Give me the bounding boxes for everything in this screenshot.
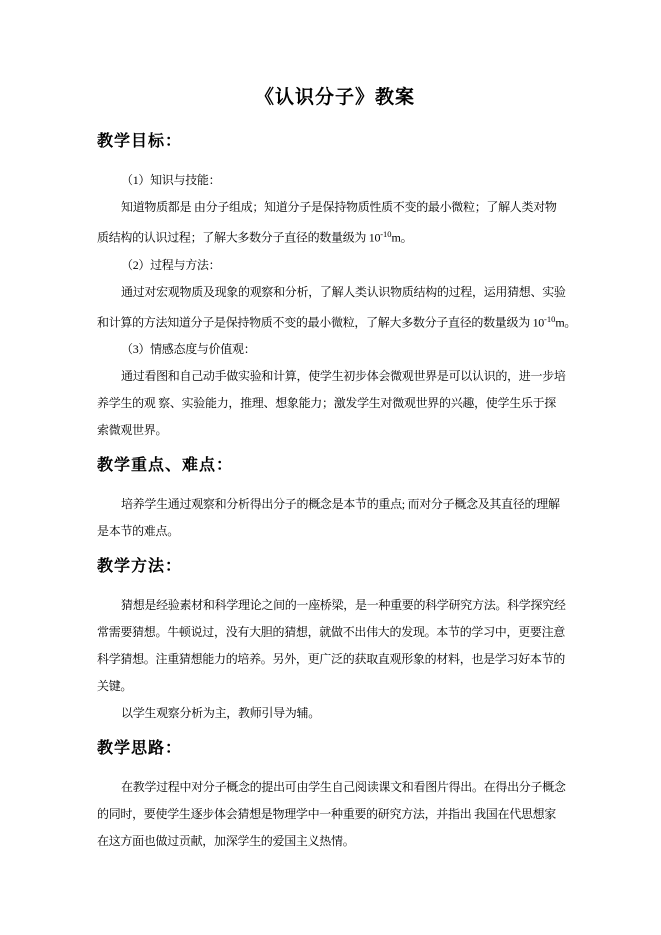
text-line: 知道物质都是 由分子组成；知道分子是保持物质性质不变的最小微粒；了解人类对物: [121, 200, 557, 214]
text-line: 索微观世界。: [97, 423, 168, 437]
text-line: 培养学生通过观察和分析得出分子的概念是本节的重点; 而对分子概念及其直径的理解: [121, 497, 560, 511]
section-heading-teaching-methods: 教学方法：: [97, 558, 183, 575]
text-line: （3）情感态度与价值观：: [121, 342, 256, 356]
text-run: m。: [555, 315, 577, 329]
text-line: 通过对宏观物质及现象的观察和分析，了解人类认识物质结构的过程，运用猜想、实验: [121, 284, 566, 299]
section-key-difficult-points: [97, 455, 573, 545]
section-teaching-methods: [97, 556, 573, 727]
text-line: [97, 306, 577, 337]
text-line: （1）知识与技能：: [121, 173, 221, 187]
section-teaching-goals: [97, 131, 577, 444]
text-line: 以学生观察分析为主，教师引导为辅。: [121, 706, 320, 720]
text-line: 在这方面也做过贡献，加深学生的爱国主义热情。: [97, 834, 355, 848]
text-run: m。: [391, 230, 413, 245]
text-line: 猜想是经验素材和科学理论之间的一座桥梁，是一种重要的科学研究方法。科学探究经: [121, 598, 566, 612]
superscript-exponent: -10: [380, 229, 392, 239]
text-run: 和计算的方法知道分子是保持物质不变的最小微粒，了解大多数分子直径的数量级为 10: [97, 315, 545, 329]
document-title: 《认识分子》教案: [254, 87, 415, 108]
text-line: （2）过程与方法：: [121, 257, 221, 272]
text-line: 养学生的观 察、实验能力，推理、想象能力；激发学生对微观世界的兴趣，使学生乐于探: [97, 396, 557, 410]
text-line: [97, 221, 573, 252]
text-line: 科学猜想。注重猜想能力的培养。另外，更广泛的获取直观形象的材料，也是学习好本节的: [97, 652, 566, 666]
text-line: 在教学过程中对分子概念的提出可由学生自己阅读课文和看图片得出。在得出分子概念: [121, 780, 566, 794]
text-line: 通过看图和自己动手做实验和计算，使学生初步体会微观世界是可以认识的，进一步培: [121, 369, 566, 383]
section-heading-teaching-approach: 教学思路：: [97, 740, 183, 757]
section-teaching-approach: [97, 738, 573, 855]
text-line: 是本节的难点。: [97, 524, 179, 538]
superscript-exponent: -10: [544, 313, 556, 324]
text-run: 质结构的认识过程；了解大多数分子直径的数量级为 10: [97, 230, 381, 245]
section-heading-teaching-goals: 教学目标：: [97, 133, 183, 150]
text-line: 常需要猜想。牛顿说过，没有大胆的猜想，就做不出伟大的发现。本节的学习中，更要注意: [97, 625, 566, 639]
text-line: 的同时，要使学生逐步体会猜想是物理学中一种重要的研究方法，并指出 我国在代思想家: [97, 807, 557, 821]
section-heading-key-difficult-points: 教学重点、难点：: [97, 457, 234, 474]
text-line: 关键。: [97, 679, 133, 693]
